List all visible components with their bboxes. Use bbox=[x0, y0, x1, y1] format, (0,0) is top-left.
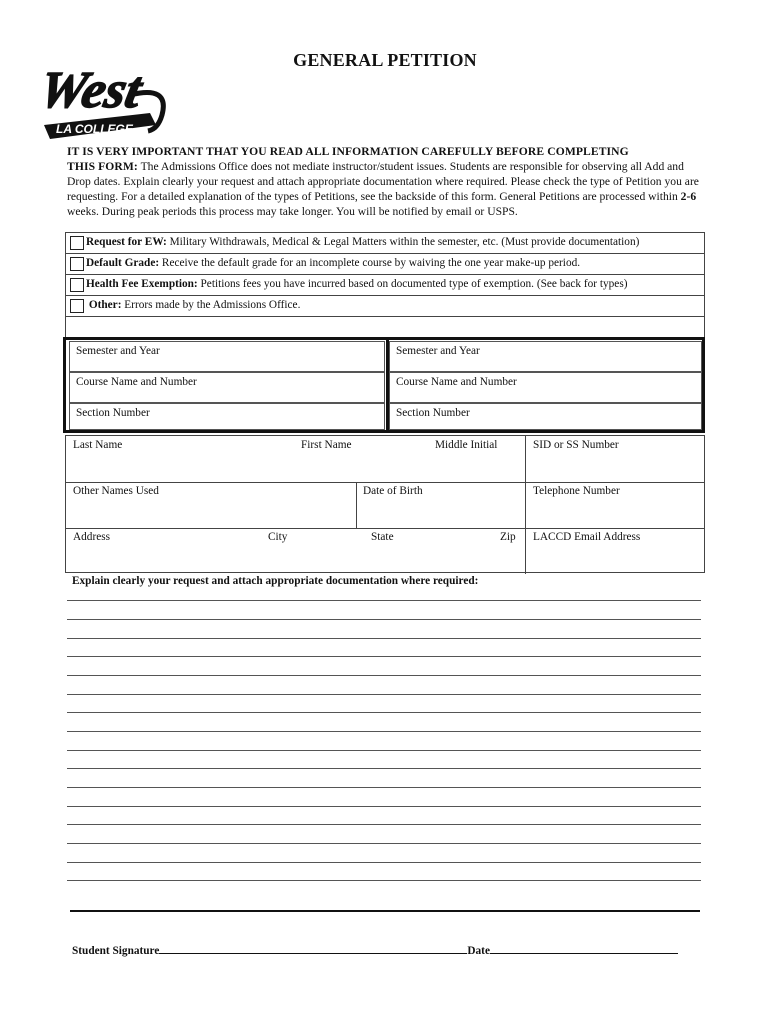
middle-initial-label: Middle Initial bbox=[435, 439, 498, 451]
zip-label: Zip bbox=[500, 531, 516, 543]
petition-type-label: Health Fee Exemption: bbox=[86, 278, 198, 290]
writing-line bbox=[67, 862, 701, 863]
divider bbox=[66, 482, 704, 483]
city-label: City bbox=[268, 531, 288, 543]
semester-year-field-2[interactable] bbox=[389, 341, 702, 372]
divider bbox=[66, 528, 704, 529]
petition-type-other[interactable] bbox=[65, 295, 705, 316]
intro-weeks: 2-6 bbox=[680, 190, 697, 203]
address-label: Address bbox=[73, 531, 111, 543]
writing-line bbox=[67, 694, 701, 695]
petition-type-desc: Errors made by the Admissions Office. bbox=[121, 299, 301, 311]
section-number-field-1[interactable] bbox=[69, 403, 385, 430]
course-name-field-1[interactable] bbox=[69, 372, 385, 403]
writing-line bbox=[67, 731, 701, 732]
petition-type-default-grade[interactable] bbox=[65, 253, 705, 274]
dob-label: Date of Birth bbox=[363, 485, 423, 497]
writing-line bbox=[67, 656, 701, 657]
checkbox[interactable] bbox=[70, 257, 84, 271]
field-label: Course Name and Number bbox=[76, 376, 197, 388]
intro-warning: IT IS VERY IMPORTANT THAT YOU READ ALL INFORMATION CAREFULLY BEFORE COMPLETING bbox=[67, 145, 629, 158]
student-info-table bbox=[65, 435, 705, 573]
writing-line bbox=[67, 806, 701, 807]
writing-line bbox=[67, 768, 701, 769]
intro-instructions bbox=[67, 144, 707, 219]
petition-type-health-fee[interactable] bbox=[65, 274, 705, 295]
checkbox[interactable] bbox=[70, 278, 84, 292]
writing-line bbox=[67, 880, 701, 881]
date-field[interactable] bbox=[490, 943, 678, 954]
intro-text-1: The Admissions Office does not mediate instructor/student issues. Students are responsible for observing all Add and Drop dates. Explain clearly your request and attach appropriate documentation where required. Please check the type of Petition you are requesting. For a detailed explanation of the types of Petitions, see the backside of this form. General Petitions are processed within bbox=[67, 160, 699, 203]
first-name-label: First Name bbox=[301, 439, 352, 451]
svg-text:West: West bbox=[34, 61, 147, 119]
semester-year-field-1[interactable] bbox=[69, 341, 385, 372]
writing-line bbox=[67, 600, 701, 601]
student-signature-field[interactable] bbox=[159, 943, 467, 954]
writing-line bbox=[67, 824, 701, 825]
petition-type-label: Request for EW: bbox=[86, 236, 167, 248]
last-name-label: Last Name bbox=[73, 439, 123, 451]
writing-line bbox=[67, 638, 701, 639]
field-label: Semester and Year bbox=[76, 345, 160, 357]
writing-line bbox=[67, 750, 701, 751]
explain-label: Explain clearly your request and attach appropriate documentation where required: bbox=[72, 575, 479, 587]
petition-type-desc: Receive the default grade for an incomplete course by waiving the one year make-up period. bbox=[159, 257, 581, 269]
student-signature-label: Student Signature bbox=[72, 945, 160, 957]
sid-label: SID or SS Number bbox=[533, 439, 619, 451]
petition-type-ew[interactable] bbox=[65, 232, 705, 253]
writing-line bbox=[67, 619, 701, 620]
writing-line-end bbox=[70, 910, 700, 912]
field-label: Course Name and Number bbox=[396, 376, 517, 388]
date-label: Date bbox=[467, 945, 490, 957]
email-label: LACCD Email Address bbox=[533, 531, 641, 543]
section-number-field-2[interactable] bbox=[389, 403, 702, 430]
petition-type-desc: Military Withdrawals, Medical & Legal Matters within the semester, etc. (Must provide documentation) bbox=[166, 236, 640, 248]
writing-line bbox=[67, 843, 701, 844]
writing-line bbox=[67, 712, 701, 713]
checkbox[interactable] bbox=[70, 299, 84, 313]
signature-row bbox=[72, 943, 678, 957]
svg-text:LA COLLEGE: LA COLLEGE bbox=[56, 122, 133, 136]
petition-type-desc: Petitions fees you have incurred based on documented type of exemption. (See back for types) bbox=[197, 278, 628, 290]
field-label: Semester and Year bbox=[396, 345, 480, 357]
petition-type-label: Default Grade: bbox=[86, 257, 160, 269]
other-names-label: Other Names Used bbox=[73, 485, 159, 497]
intro-text-2: weeks. During peak periods this process may take longer. You will be notified by email or USPS. bbox=[67, 205, 518, 218]
petition-type-list bbox=[65, 232, 705, 338]
other-explanation-field[interactable] bbox=[65, 316, 705, 338]
field-label: Section Number bbox=[396, 407, 470, 419]
writing-line bbox=[67, 675, 701, 676]
intro-warning-tail: THIS FORM: bbox=[67, 160, 138, 173]
course-name-field-2[interactable] bbox=[389, 372, 702, 403]
form-title: GENERAL PETITION bbox=[293, 50, 477, 70]
checkbox[interactable] bbox=[70, 236, 84, 250]
state-label: State bbox=[371, 531, 394, 543]
petition-type-label: Other: bbox=[88, 299, 122, 311]
course-info-box bbox=[63, 337, 705, 433]
phone-label: Telephone Number bbox=[533, 485, 620, 497]
writing-line bbox=[67, 787, 701, 788]
divider bbox=[525, 436, 526, 574]
field-label: Section Number bbox=[76, 407, 150, 419]
divider bbox=[356, 482, 357, 528]
